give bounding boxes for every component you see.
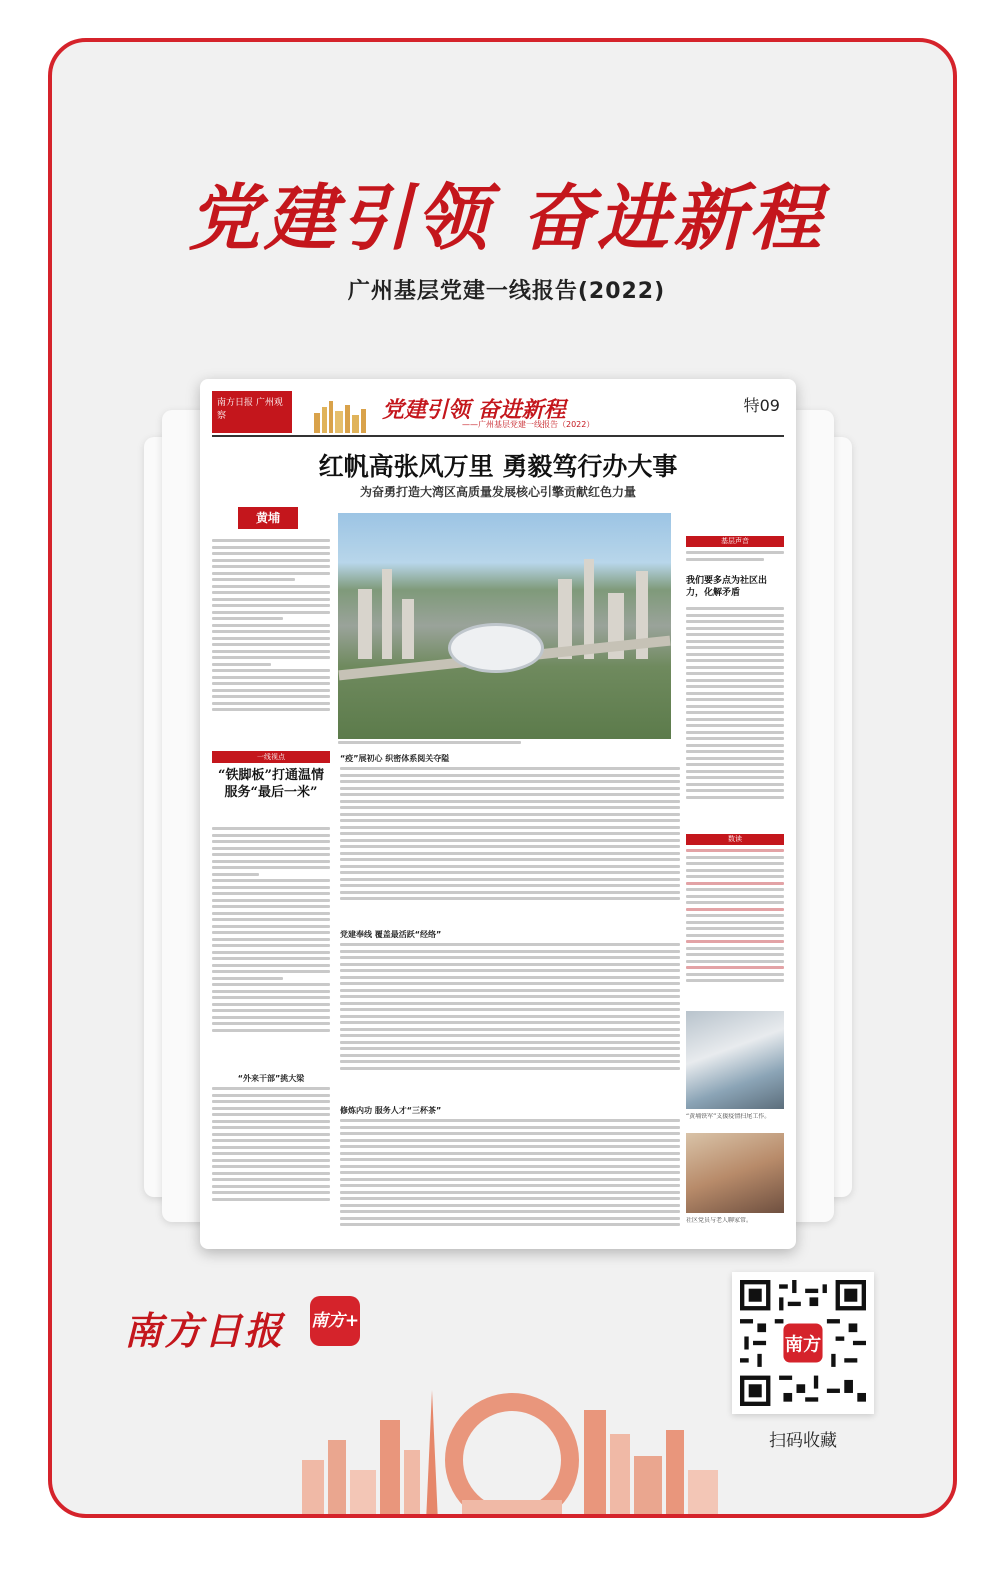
district-tag: 黄埔: [238, 507, 298, 529]
masthead-subtitle: ——广州基层党建一线报告（2022）: [462, 420, 595, 429]
left-column-text: [212, 539, 330, 744]
article-title: 红帆高张风万里 勇毅笃行办大事: [318, 452, 678, 481]
right-box-text: [686, 607, 784, 829]
section-heading-1: “疫”展初心 织密体系阅关夺隘: [340, 754, 450, 763]
data-box-text: [686, 849, 784, 1007]
photo-caption: [338, 741, 671, 748]
svg-text:南方: 南方: [784, 1334, 822, 1356]
newspaper-masthead: [212, 391, 784, 437]
poster-headline: 党建引领 奋进新程: [187, 175, 826, 260]
newspaper-page[interactable]: [200, 379, 796, 1249]
community-photo-caption: 社区党员与老人聊家常。: [686, 1217, 753, 1224]
right-box-intro: [686, 551, 784, 573]
left-box-title: “铁脚板”打通温情服务“最后一米”: [218, 768, 324, 800]
qr-code[interactable]: [732, 1272, 874, 1414]
section-heading-2: 党建奉线 覆盖最活跃“经络”: [340, 930, 442, 939]
skyline-icon: [310, 399, 370, 433]
right-box-title: 我们要多点为社区出力，化解矛盾: [686, 576, 768, 598]
aerial-city-photo: [338, 513, 671, 739]
masthead-title: 党建引领 奋进新程: [382, 397, 566, 423]
nanfang-daily-logo: 南方日报: [124, 1308, 285, 1353]
data-box-header: 数读: [686, 834, 784, 845]
page-number: 特09: [743, 396, 780, 415]
nanfang-plus-app-icon[interactable]: 南方+: [310, 1296, 360, 1346]
left-box-text-2: [212, 1087, 330, 1237]
qr-pattern-icon: [740, 1280, 866, 1406]
left-box-subhead: “外来干部”挑大梁: [237, 1074, 305, 1083]
section-3-text: [340, 1119, 680, 1244]
volunteers-photo: [686, 1011, 784, 1109]
article-subtitle: 为奋勇打造大湾区高质量发展核心引擎贡献红色力量: [359, 485, 636, 499]
section-heading-3: 修炼内功 服务人才“三杯茶”: [340, 1106, 442, 1115]
poster-card: [48, 38, 957, 1518]
left-box-header: 一线视点: [212, 751, 330, 763]
city-skyline-illustration: [302, 1360, 722, 1518]
poster-subheadline: 广州基层党建一线报告(2022): [347, 279, 666, 304]
volunteers-photo-caption: “黄埔铁军”支援疫情扫尾工作。: [686, 1113, 771, 1120]
qr-caption: 扫码收藏: [769, 1431, 837, 1451]
community-photo: [686, 1133, 784, 1213]
left-box-text: [212, 827, 330, 1067]
stadium-shape: [448, 623, 544, 673]
masthead-brand: 南方日报 广州观察: [212, 391, 292, 433]
right-box-header: 基层声音: [686, 536, 784, 547]
section-1-text: [340, 767, 680, 917]
section-2-text: [340, 943, 680, 1093]
